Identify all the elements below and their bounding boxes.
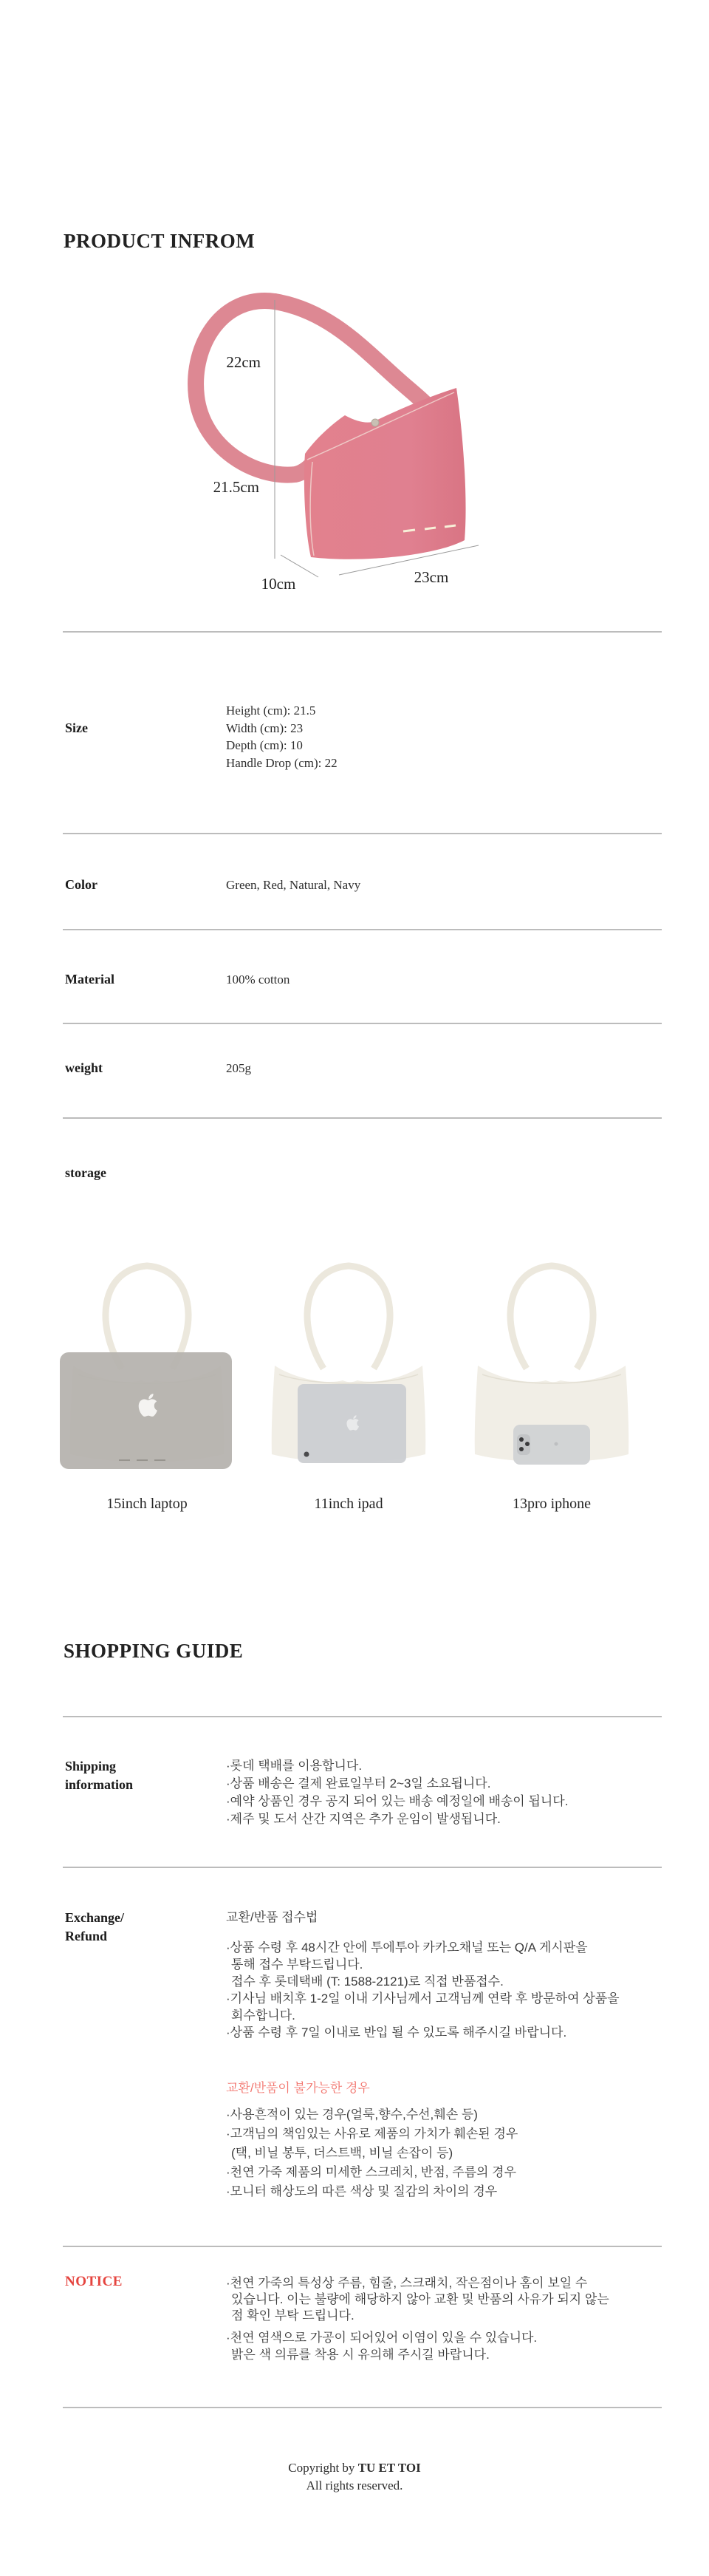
divider xyxy=(63,1117,662,1119)
exchange-impossible-list xyxy=(226,2105,518,2201)
shipping-line: ·롯데 택배를 이용합니다. xyxy=(226,1759,363,1773)
exchange-line: ·상품 수령 후 48시간 안에 투에투아 카카오채널 또는 Q/A 게시판을 xyxy=(226,1940,588,1955)
cream-bag-strap xyxy=(307,1266,390,1369)
shipping-line: ·제주 및 도서 산간 지역은 추가 운임이 발생됩니다. xyxy=(226,1812,501,1826)
spec-label-weight: weight xyxy=(65,1060,103,1075)
exchange-impossible-line: (택, 비닐 봉투, 더스트백, 비닐 손잡이 등) xyxy=(231,2146,453,2160)
exchange-line: 접수 후 롯데택배 (T: 1588-2121)로 직접 반품접수. xyxy=(231,1974,504,1989)
bag-dimension-diagram xyxy=(185,288,480,602)
exchange-intro: 교환/반품 접수법 xyxy=(226,1910,318,1924)
storage-caption-ipad: 11inch ipad xyxy=(314,1496,383,1512)
divider xyxy=(63,833,662,834)
size-height: Height (cm): 21.5 xyxy=(226,703,316,718)
divider xyxy=(63,929,662,930)
footer-copyright xyxy=(0,2461,709,2476)
shipping-information-text xyxy=(226,1757,568,1828)
divider xyxy=(63,631,662,633)
divider xyxy=(63,2246,662,2247)
exchange-line: 회수합니다. xyxy=(231,2008,295,2023)
exchange-impossible-heading: 교환/반품이 불가능한 경우 xyxy=(226,2081,370,2095)
exchange-steps xyxy=(226,1939,620,2041)
shipping-line: ·상품 배송은 결제 완료일부터 2~3일 소요됩니다. xyxy=(226,1776,491,1790)
measure-line-depth xyxy=(281,555,318,577)
shipping-label-line1: Shipping xyxy=(65,1759,117,1773)
shopping-guide-title: SHOPPING GUIDE xyxy=(64,1640,244,1662)
spec-label-color: Color xyxy=(65,877,97,892)
divider xyxy=(63,1716,662,1717)
notice-paragraph-2 xyxy=(226,2329,537,2363)
notice-line: 밝은 색 의류를 착용 시 유의해 주시길 바랍니다. xyxy=(231,2348,490,2362)
copyright-prefix: Copyright by xyxy=(288,2461,358,2475)
exchange-impossible-line: ·사용흔적이 있는 경우(얼룩,향수,수선,훼손 등) xyxy=(226,2108,478,2122)
notice-line: ·천연 염색으로 가공이 되어있어 이염이 있을 수 있습니다. xyxy=(226,2331,538,2345)
notice-line: 있습니다. 이는 불량에 해당하지 않아 교환 및 반품의 사유가 되지 않는 xyxy=(231,2292,609,2306)
bag-strap xyxy=(196,301,315,475)
notice-paragraph-1 xyxy=(226,2275,609,2324)
storage-bag-laptop xyxy=(58,1258,236,1472)
spec-value-color: Green, Red, Natural, Navy xyxy=(226,878,361,892)
notice-label: NOTICE xyxy=(65,2274,123,2289)
exchange-impossible-line: ·모니터 해상도의 따른 색상 및 질감의 차이의 경우 xyxy=(226,2184,498,2198)
storage-bag-ipad xyxy=(260,1258,437,1472)
width-label: 23cm xyxy=(414,568,449,586)
shipping-line: ·예약 상품인 경우 공지 되어 있는 배송 예정일에 배송이 됩니다. xyxy=(226,1794,569,1808)
exchange-refund-label xyxy=(65,1909,124,1946)
exchange-label-line2: Refund xyxy=(65,1929,108,1943)
notice-line: ·천연 가죽의 특성상 주름, 힘줄, 스크래치, 작은점이나 홈이 보일 수 xyxy=(226,2276,588,2290)
height-label: 21.5cm xyxy=(213,478,259,496)
spec-value-weight: 205g xyxy=(226,1061,251,1075)
spec-label-size: Size xyxy=(65,720,88,735)
shipping-information-label xyxy=(65,1757,133,1794)
ipad-camera-dot xyxy=(304,1452,309,1457)
exchange-impossible-line: ·천연 가죽 제품의 미세한 스크레치, 반점, 주름의 경우 xyxy=(226,2165,517,2179)
exchange-label-line1: Exchange/ xyxy=(65,1910,125,1925)
footer-rights: All rights reserved. xyxy=(306,2478,403,2492)
divider xyxy=(63,2407,662,2408)
notice-line: 점 확인 부탁 드립니다. xyxy=(231,2308,354,2323)
depth-label: 10cm xyxy=(261,575,296,593)
exchange-impossible-line: ·고객님의 책임있는 사유로 제품의 가치가 훼손된 경우 xyxy=(226,2127,518,2141)
bag-body xyxy=(304,388,466,559)
spec-value-size xyxy=(226,702,338,771)
size-handle-drop: Handle Drop (cm): 22 xyxy=(226,755,338,770)
iphone-apple-mark xyxy=(555,1442,558,1446)
size-width: Width (cm): 23 xyxy=(226,720,304,735)
storage-caption-laptop: 15inch laptop xyxy=(106,1496,188,1512)
storage-bag-iphone xyxy=(463,1258,640,1472)
divider xyxy=(63,1023,662,1024)
spec-value-material: 100% cotton xyxy=(226,972,290,987)
exchange-line: ·상품 수령 후 7일 이내로 반입 될 수 있도록 해주시길 바랍니다. xyxy=(226,2025,567,2040)
handle-drop-label: 22cm xyxy=(226,353,261,371)
exchange-line: 통해 접수 부탁드립니다. xyxy=(231,1957,363,1972)
spec-label-material: Material xyxy=(65,972,114,987)
divider xyxy=(63,1867,662,1868)
shipping-label-line2: information xyxy=(65,1777,133,1792)
spec-label-storage: storage xyxy=(65,1165,106,1180)
exchange-line: ·기사님 배치후 1-2일 이내 기사님께서 고객님께 연락 후 방문하여 상품을 xyxy=(226,1991,620,2006)
brand-name: TU ET TOI xyxy=(357,2461,421,2475)
size-depth: Depth (cm): 10 xyxy=(226,738,303,752)
product-info-title: PRODUCT INFROM xyxy=(64,230,256,252)
cream-bag-strap xyxy=(510,1266,593,1369)
storage-caption-iphone: 13pro iphone xyxy=(512,1496,592,1512)
snap-button xyxy=(371,419,379,426)
